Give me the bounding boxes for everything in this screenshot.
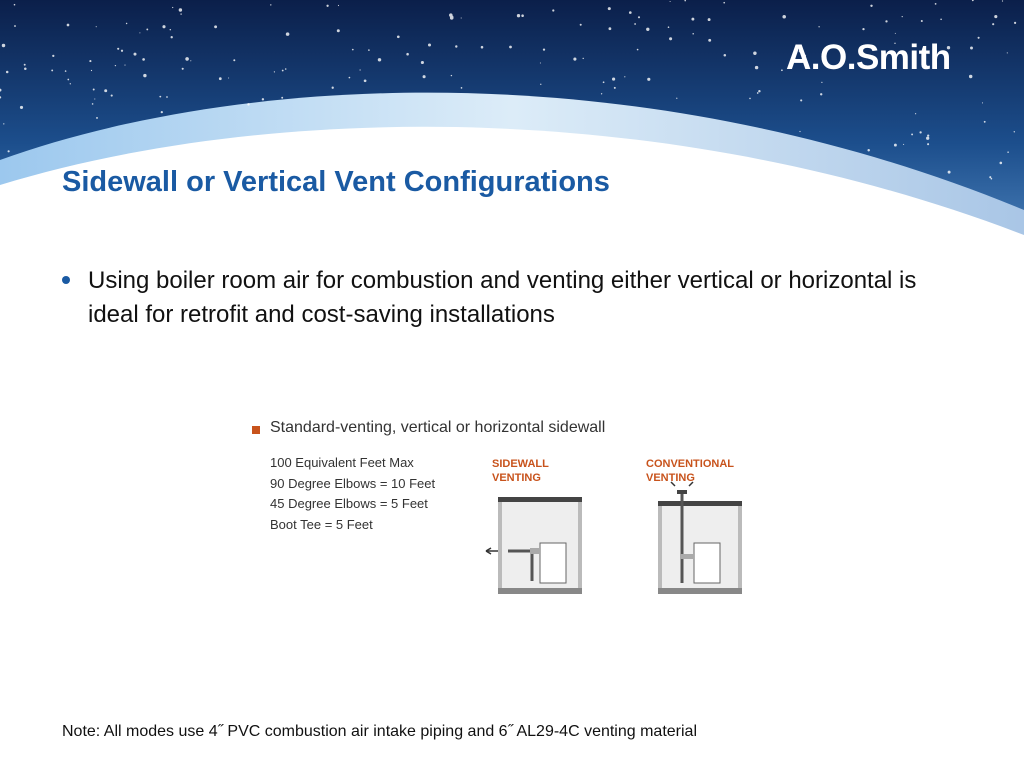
star-dot — [895, 33, 896, 34]
star-dot — [540, 84, 541, 85]
star-dot — [139, 32, 140, 33]
star-dot — [397, 35, 400, 38]
spec-item: 90 Degree Elbows = 10 Feet — [270, 475, 436, 491]
star-dot — [8, 150, 10, 152]
star-dot — [708, 39, 711, 42]
star-dot — [799, 131, 800, 132]
star-dot — [821, 82, 822, 83]
star-dot — [509, 46, 512, 49]
star-dot — [614, 87, 616, 89]
star-dot — [989, 176, 991, 178]
star-dot — [638, 16, 640, 18]
star-dot — [171, 36, 173, 38]
label-line: CONVENTIONAL — [646, 458, 734, 470]
star-dot — [521, 14, 524, 17]
star-dot — [782, 15, 786, 19]
star-dot — [162, 25, 165, 28]
star-dot — [104, 89, 107, 92]
star-dot — [182, 68, 184, 70]
star-dot — [692, 33, 694, 35]
star-dot — [870, 5, 872, 7]
star-dot — [161, 111, 163, 113]
star-dot — [70, 83, 71, 84]
star-dot — [994, 15, 997, 18]
label-line: VENTING — [646, 472, 695, 484]
star-dot — [185, 57, 189, 61]
star-dot — [969, 75, 972, 78]
star-dot — [624, 76, 625, 77]
star-dot — [274, 71, 275, 72]
star-dot — [364, 79, 367, 82]
star-dot — [820, 93, 822, 95]
star-dot — [115, 65, 116, 66]
star-dot — [753, 52, 756, 55]
star-dot — [352, 49, 354, 51]
star-dot — [724, 54, 727, 57]
star-dot — [378, 58, 381, 61]
star-dot — [52, 55, 54, 57]
star-dot — [461, 17, 462, 18]
star-dot — [668, 26, 670, 28]
star-dot — [349, 77, 351, 79]
star-dot — [89, 60, 91, 62]
star-dot — [219, 77, 222, 80]
star-dot — [172, 7, 173, 8]
star-dot — [637, 49, 639, 51]
star-dot — [326, 5, 328, 7]
star-dot — [233, 59, 235, 61]
star-dot — [270, 4, 271, 5]
star-dot — [580, 24, 582, 26]
star-dot — [67, 24, 70, 27]
star-dot — [190, 60, 191, 61]
bullet-text: Using boiler room air for combustion and venting either vertical or horizontal is ideal for retrofit and cost-saving installations — [88, 267, 917, 328]
star-dot — [450, 16, 453, 19]
spec-item: 100 Equivalent Feet Max — [270, 455, 414, 470]
star-dot — [862, 28, 864, 30]
star-dot — [24, 68, 27, 71]
star-dot — [143, 74, 146, 77]
star-dot — [926, 137, 929, 140]
star-dot — [94, 98, 95, 99]
star-dot — [286, 32, 290, 36]
star-dot — [676, 98, 677, 99]
star-dot — [51, 69, 53, 71]
star-dot — [170, 29, 171, 30]
star-dot — [669, 37, 672, 40]
venting-figure — [252, 418, 772, 608]
star-dot — [247, 103, 249, 105]
footnote: Note: All modes use 4˝ PVC combustion air intake piping and 6˝ AL29-4C venting material — [62, 723, 698, 740]
star-dot — [91, 70, 92, 71]
star-dot — [117, 48, 119, 50]
star-dot — [67, 79, 69, 81]
star-dot — [281, 97, 283, 99]
star-dot — [919, 131, 921, 133]
star-dot — [1007, 52, 1008, 53]
star-dot — [111, 95, 113, 97]
star-dot — [758, 90, 760, 92]
star-dot — [755, 66, 758, 69]
star-dot — [629, 11, 632, 14]
star-dot — [180, 13, 181, 14]
star-dot — [228, 77, 229, 78]
slide-title: Sidewall or Vertical Vent Configurations — [62, 166, 610, 198]
star-dot — [282, 70, 284, 72]
star-dot — [915, 113, 916, 114]
spec-item: 45 Degree Elbows = 5 Feet — [270, 496, 428, 511]
star-dot — [406, 53, 409, 56]
star-dot — [461, 87, 463, 89]
star-dot — [262, 98, 264, 100]
star-dot — [166, 96, 168, 98]
star-dot — [902, 16, 903, 17]
star-dot — [124, 65, 125, 66]
star-dot — [543, 48, 545, 50]
figure-heading: Standard-venting, vertical or horizontal sidewall — [270, 419, 606, 436]
star-dot — [93, 89, 95, 91]
star-dot — [885, 20, 887, 22]
star-dot — [96, 26, 97, 27]
star-dot — [601, 93, 602, 94]
star-dot — [2, 44, 5, 47]
star-dot — [647, 78, 650, 81]
star-dot — [757, 92, 759, 94]
star-dot — [935, 3, 937, 5]
star-dot — [573, 58, 576, 61]
star-dot — [867, 149, 869, 151]
star-dot — [749, 98, 751, 100]
star-dot — [96, 117, 98, 119]
star-dot — [603, 81, 605, 83]
star-dot — [214, 25, 217, 28]
star-dot — [781, 69, 783, 71]
star-dot — [338, 5, 339, 6]
star-dot — [708, 18, 711, 21]
star-dot — [423, 75, 426, 78]
star-dot — [6, 71, 9, 74]
star-dot — [1000, 162, 1003, 165]
star-dot — [24, 64, 26, 66]
sidewall-room-diagram — [486, 497, 582, 594]
star-dot — [948, 171, 951, 174]
star-dot — [583, 58, 584, 59]
star-dot — [984, 121, 986, 123]
star-dot — [612, 78, 615, 81]
star-dot — [1007, 151, 1009, 153]
label-line: VENTING — [492, 472, 541, 484]
star-dot — [991, 178, 993, 180]
star-dot — [609, 27, 612, 30]
star-dot — [360, 69, 361, 70]
star-dot — [1014, 131, 1015, 132]
star-dot — [428, 43, 431, 46]
star-dot — [159, 96, 161, 98]
star-dot — [992, 23, 994, 25]
star-dot — [126, 23, 127, 24]
star-dot — [940, 19, 942, 21]
label-line: SIDEWALL — [492, 458, 549, 470]
star-dot — [982, 102, 983, 103]
star-dot — [818, 26, 819, 27]
star-dot — [540, 62, 541, 63]
star-dot — [646, 28, 649, 31]
star-dot — [92, 103, 94, 105]
spec-item: Boot Tee = 5 Feet — [270, 516, 373, 532]
star-dot — [978, 37, 980, 39]
star-dot — [1014, 22, 1016, 24]
star-dot — [337, 29, 340, 32]
star-dot — [691, 18, 694, 21]
star-dot — [368, 49, 370, 51]
star-dot — [927, 143, 929, 145]
star-dot — [800, 99, 802, 101]
bullet-dot-icon — [62, 276, 70, 284]
star-dot — [552, 9, 554, 11]
star-dot — [723, 2, 725, 4]
star-dot — [14, 4, 16, 6]
star-dot — [894, 144, 897, 147]
brand-logo: A.O.Smith — [786, 38, 951, 77]
star-dot — [517, 14, 520, 17]
venting-diagrams — [472, 476, 772, 596]
star-dot — [481, 46, 484, 49]
star-dot — [285, 68, 287, 70]
star-dot — [146, 28, 148, 30]
star-dot — [903, 144, 904, 145]
spec-list — [270, 453, 435, 535]
star-dot — [451, 75, 452, 76]
star-dot — [121, 50, 123, 52]
star-dot — [421, 61, 424, 64]
star-dot — [634, 23, 636, 25]
star-dot — [608, 7, 611, 10]
star-dot — [670, 1, 671, 2]
star-dot — [20, 106, 23, 109]
star-dot — [921, 20, 923, 22]
star-dot — [14, 25, 16, 27]
star-dot — [970, 47, 973, 50]
star-dot — [3, 123, 4, 124]
star-dot — [1002, 0, 1003, 1]
star-dot — [179, 8, 182, 11]
star-dot — [65, 70, 67, 72]
conventional-room-diagram — [658, 482, 742, 594]
star-dot — [455, 45, 457, 47]
star-dot — [142, 58, 145, 61]
star-dot — [134, 53, 137, 56]
square-bullet-icon — [252, 426, 260, 434]
star-dot — [911, 133, 913, 135]
bullet-list — [62, 264, 942, 332]
star-dot — [332, 87, 334, 89]
star-dot — [927, 135, 929, 137]
